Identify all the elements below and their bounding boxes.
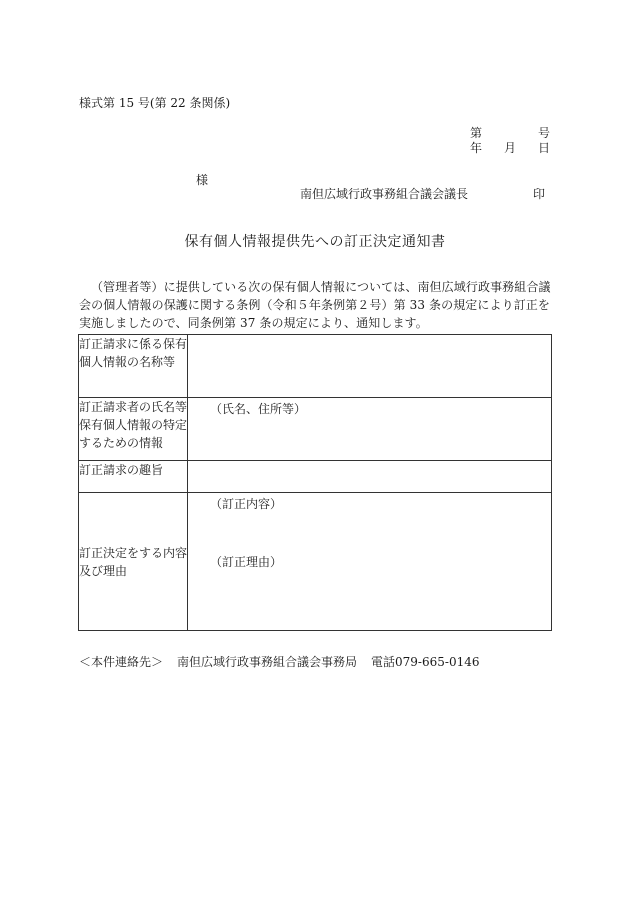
row3-value (188, 461, 552, 493)
issue-date-day: 日 (537, 141, 550, 155)
table-row (79, 335, 552, 398)
row3-label: 訂正請求の趣旨 (79, 461, 188, 493)
table-row (79, 398, 552, 461)
table-row (79, 493, 552, 631)
row4-hint-content: （訂正内容） (210, 497, 283, 511)
issue-date-month: 月 (503, 141, 516, 155)
issue-number (470, 125, 550, 141)
issue-date-year: 年 (470, 141, 483, 155)
contact-line (79, 654, 480, 670)
body-paragraph: （管理者等）に提供している次の保有個人情報については、南但広域行政事務組合議会の個人情報の保護に関する条例（令和５年条例第２号）第 33 条の規定により訂正を実施しましたので、同条例第 37 条の規定により、通知します。 (79, 280, 551, 330)
row4-hint-reason: （訂正理由） (210, 555, 283, 569)
notice-table (78, 334, 552, 631)
contact-label: ＜本件連絡先＞ (79, 655, 164, 669)
table-row (79, 461, 552, 493)
contact-phone: 電話079-665-0146 (371, 655, 480, 669)
row2-label: 訂正請求者の氏名等保有個人情報の特定するための情報 (79, 398, 188, 461)
row2-hint: （氏名、住所等） (210, 402, 307, 416)
issue-number-suffix: 号 (537, 126, 550, 140)
document-title: 保有個人情報提供先への訂正決定通知書 (184, 234, 446, 250)
row4-value (188, 493, 552, 631)
contact-office: 南但広域行政事務組合議会事務局 (177, 655, 358, 669)
row4-label: 訂正決定をする内容及び理由 (79, 493, 188, 631)
row2-value (188, 398, 552, 461)
seal-mark: 印 (533, 187, 546, 201)
row1-label: 訂正請求に係る保有個人情報の名称等 (79, 335, 188, 398)
row1-value (188, 335, 552, 398)
issue-number-prefix: 第 (470, 126, 483, 140)
form-number: 様式第 15 号(第 22 条関係) (79, 96, 231, 110)
issue-date (470, 140, 550, 156)
addressee-suffix: 様 (196, 173, 209, 187)
sender-name: 南但広域行政事務組合議会議長 (300, 187, 469, 201)
